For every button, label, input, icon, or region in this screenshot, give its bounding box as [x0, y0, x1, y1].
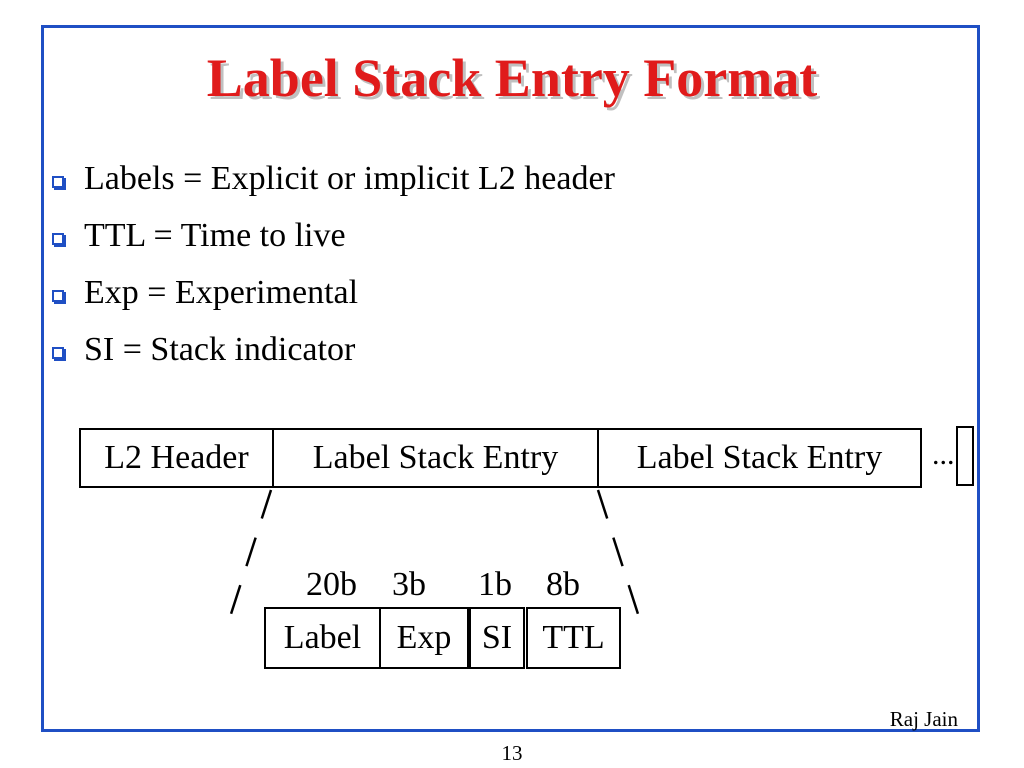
packet-field-l2-header: L2 Header	[79, 428, 274, 488]
entry-field-label: Label	[264, 607, 381, 669]
author-name: Raj Jain	[889, 707, 958, 731]
bullet-text: SI = Stack indicator	[84, 330, 356, 368]
entry-field-exp: Exp	[379, 607, 469, 669]
expansion-line-left	[231, 490, 271, 614]
bullet-text: Exp = Experimental	[84, 273, 359, 311]
bits-ttl-field: 8b	[546, 566, 580, 603]
entry-field-si: SI	[469, 607, 525, 669]
page-number: 13	[501, 741, 523, 765]
bits-label-field: 20b	[306, 566, 357, 603]
expansion-line-right	[598, 490, 638, 614]
bits-si-field: 1b	[478, 566, 512, 603]
packet-ellipsis: ...	[932, 438, 955, 471]
entry-field-ttl: TTL	[526, 607, 621, 669]
slide-title: Label Stack Entry Format	[206, 48, 818, 108]
bits-exp-field: 3b	[392, 566, 426, 603]
packet-field-label-stack-entry: Label Stack Entry	[597, 428, 922, 488]
packet-field-label-stack-entry: Label Stack Entry	[272, 428, 599, 488]
bullet-text: TTL = Time to live	[84, 216, 346, 254]
bullet-text: Labels = Explicit or implicit L2 header	[84, 159, 615, 197]
